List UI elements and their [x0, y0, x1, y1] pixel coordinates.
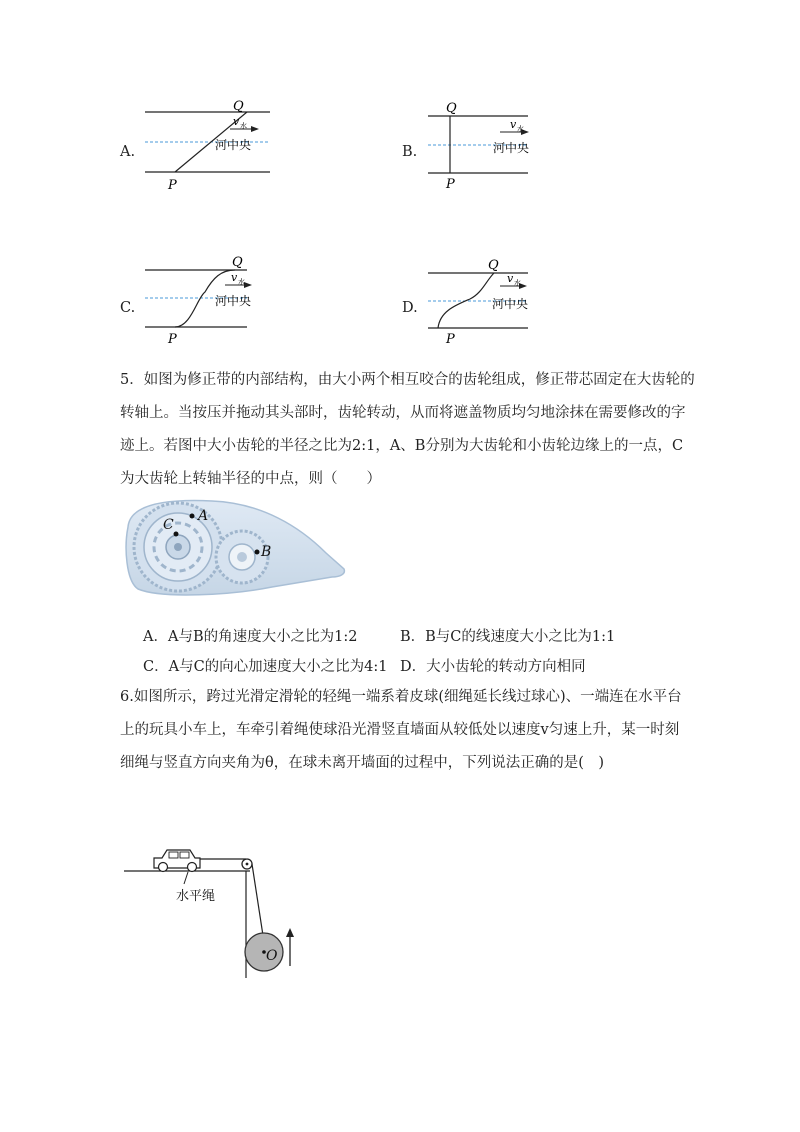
option-d-label: D. [402, 300, 418, 316]
velocity-label: v [231, 271, 238, 284]
q5-option-a: A．A与B的角速度大小之比为1:2 [143, 629, 358, 645]
velocity-label: v [510, 118, 517, 131]
q5-option-b: B．B与C的线速度大小之比为1:1 [400, 629, 616, 645]
correction-tape-figure [122, 497, 350, 605]
question-5-line-4: 为大齿轮上转轴半径的中点，则（ ） [120, 471, 381, 487]
question-6-line-1: 6.如图所示，跨过光滑定滑轮的轻绳一端系着皮球(细绳延长线过球心)、一端连在水平台 [120, 689, 682, 705]
point-q-label: Q [232, 255, 243, 270]
point-q-label: Q [446, 101, 457, 116]
question-6-line-3: 细绳与竖直方向夹角为θ，在球未离开墙面的过程中，下列说法正确的是( ) [120, 755, 605, 771]
slanted-rope [252, 864, 264, 942]
point-a-label: A [198, 508, 209, 524]
point-p-label: P [168, 332, 177, 347]
point-p-label: P [446, 177, 455, 192]
river-center-label: 河中央 [215, 294, 252, 308]
question-5-line-2: 转轴上。当按压并拖动其头部时，齿轮转动，从而将遮盖物质均匀地涂抹在需要修改的字 [120, 405, 686, 421]
question-5-line-3: 迹上。若图中大小齿轮的半径之比为2:1，A、B分别为大齿轮和小齿轮边缘上的一点，C [120, 438, 684, 454]
option-a-label: A. [120, 144, 136, 160]
river-center-label: 河中央 [492, 297, 529, 311]
velocity-label: v [507, 272, 514, 285]
option-b-label: B. [402, 144, 418, 160]
toy-car-icon [154, 850, 200, 872]
question-5-line-1: 5．如图为修正带的内部结构，由大小两个相互咬合的齿轮组成，修正带芯固定在大齿轮的 [120, 372, 695, 388]
point-p-label: P [168, 178, 177, 192]
velocity-subscript: 水 [240, 122, 247, 130]
option-d-diagram [418, 255, 568, 355]
option-c-label: C. [120, 300, 136, 316]
point-c-marker [174, 532, 179, 537]
option-c-diagram [135, 250, 285, 350]
pulley-figure [118, 838, 318, 988]
question-5-text [120, 364, 700, 496]
option-a-diagram [135, 92, 285, 192]
q5-option-c: C．A与C的向心加速度大小之比为4:1 [143, 659, 388, 675]
river-center-label: 河中央 [493, 141, 530, 155]
point-q-label: Q [233, 99, 244, 114]
point-p-label: P [446, 332, 455, 347]
question-6-text [120, 681, 720, 780]
velocity-subscript: 水 [517, 125, 524, 133]
river-center-label: 河中央 [215, 138, 252, 152]
velocity-label: v [233, 115, 240, 128]
center-o-label: O [266, 948, 278, 964]
velocity-subscript: 水 [238, 278, 245, 286]
rope-label: 水平绳 [176, 889, 216, 904]
point-b-label: B [261, 544, 272, 560]
velocity-subscript: 水 [514, 279, 521, 287]
point-a-marker [190, 514, 195, 519]
option-b-diagram [418, 96, 568, 196]
q5-option-d: D．大小齿轮的转动方向相同 [400, 659, 586, 675]
point-q-label: Q [488, 258, 499, 273]
point-b-marker [255, 550, 260, 555]
point-c-label: C [163, 517, 174, 533]
question-6-line-2: 上的玩具小车上，车牵引着绳使球沿光滑竖直墙面从较低处以速度v匀速上升，某一时刻 [120, 722, 680, 738]
